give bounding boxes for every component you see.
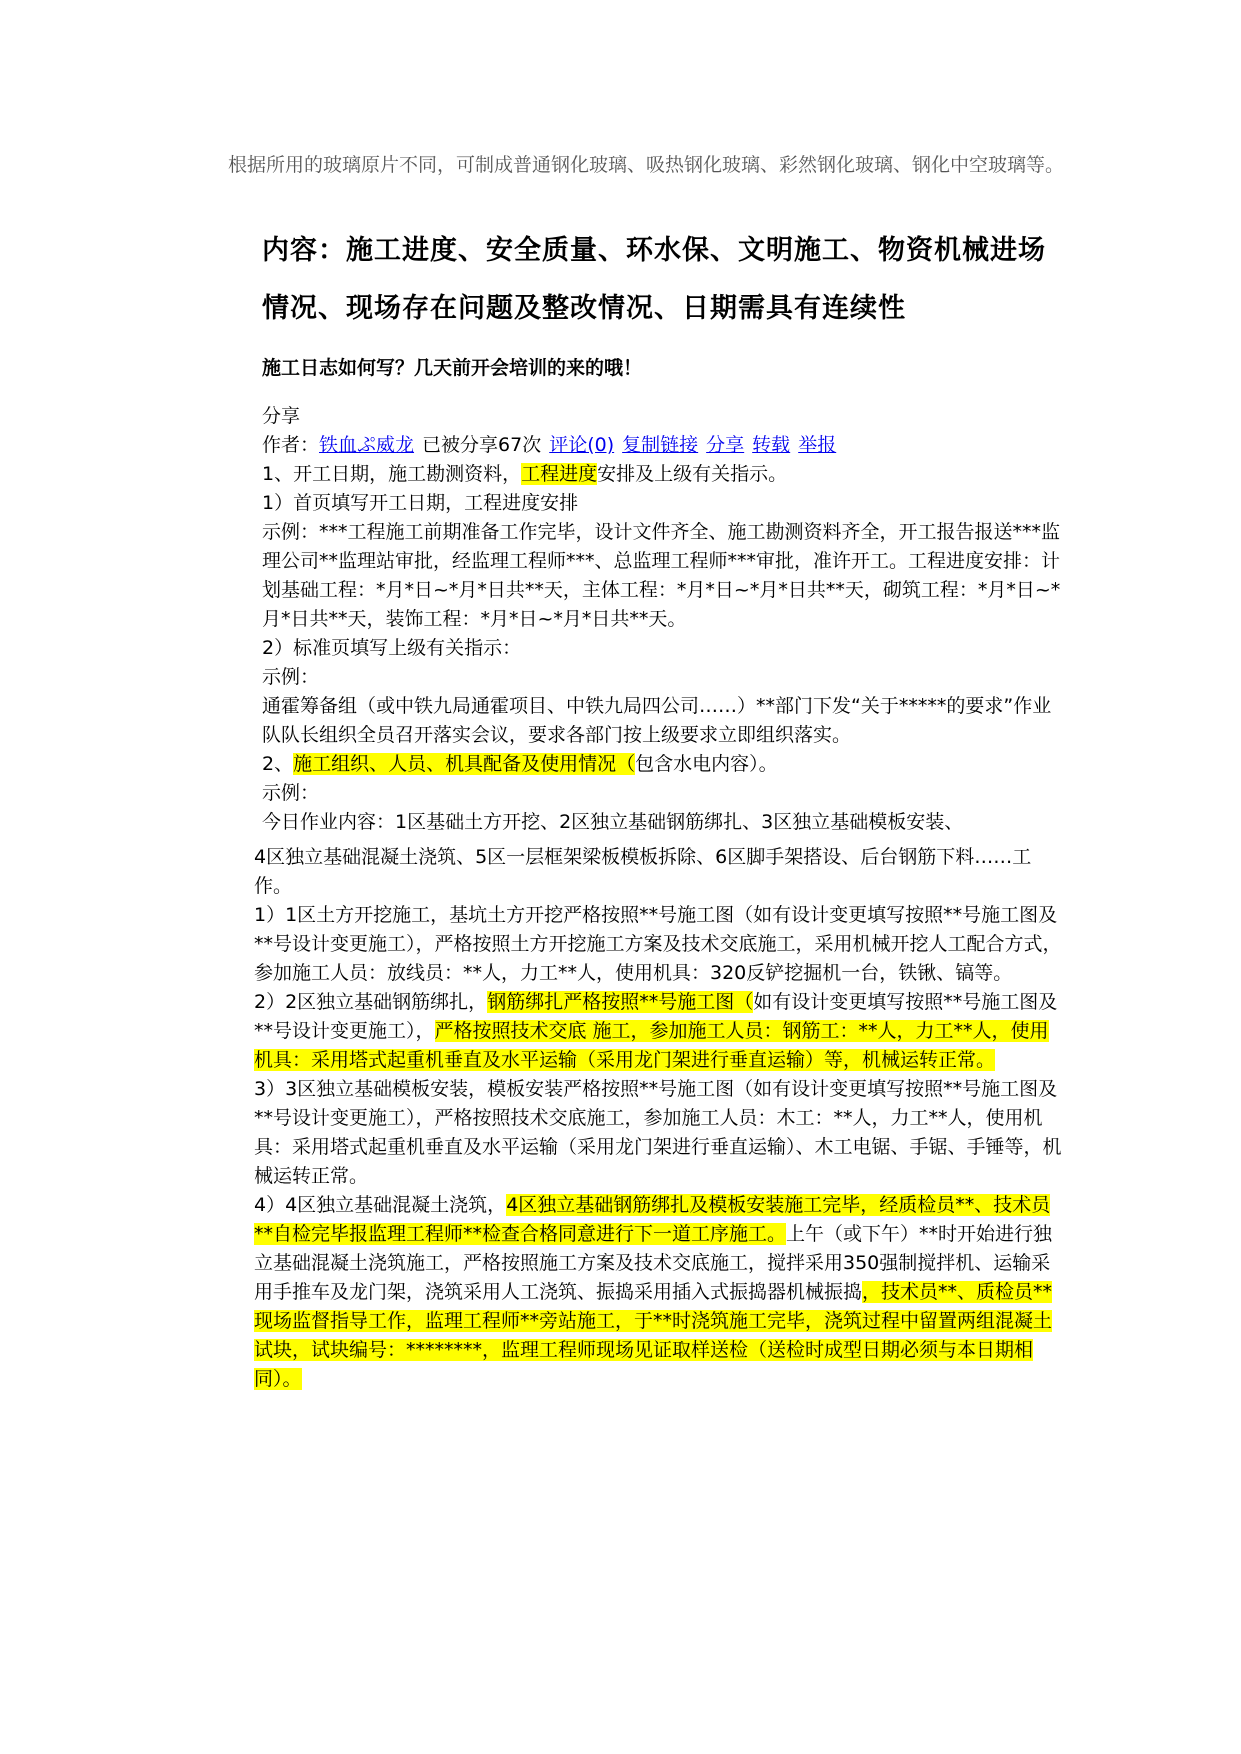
item-2-text-end: 包含水电内容）。 [635, 753, 778, 775]
content-heading: 内容：施工进度、安全质量、环水保、文明施工、物资机械进场情况、现场存在问题及整改情况、日期需具有连续性 [262, 235, 1046, 324]
example-label-2: 示例： [262, 782, 320, 804]
item-1-1-example: 示例：***工程施工前期准备工作完毕，设计文件齐全、施工勘测资料齐全，开工报告报送***监理公司**监理站审批，经监理工程师***、总监理工程师***审批，准许开工。工程进度安排：计划基础工程：*月*日~*月*日共**天，主体工程：*月*日~*月*日共**天，砌筑工程：*月*日~*月*日共**天，装饰工程：*月*日~*月*日共**天。 [262, 521, 1061, 630]
paragraph-1: 1）1区土方开挖施工，基坑土方开挖严格按照**号施工图（如有设计变更填写按照**号施工图及**号设计变更施工），严格按照土方开挖施工方案及技术交底施工，采用机械开挖人工配合方式，参加施工人员：放线员：**人，力工**人，使用机具：320反铲挖掘机一台，铁锹、镐等。 [254, 904, 1062, 984]
share-label: 分享 [262, 405, 301, 427]
item-1-2-example: 通霍筹备组（或中铁九局通霍项目、中铁九局四公司……）**部门下发“关于*****的要求”作业队队长组织全员召开落实会议，要求各部门按上级要求立即组织落实。 [262, 695, 1052, 746]
paragraph-3: 3）3区独立基础模板安装，模板安装严格按照**号施工图（如有设计变更填写按照**号施工图及**号设计变更施工），严格按照技术交底施工，参加施工人员：木工：**人，力工**人，使用机具：采用塔式起重机垂直及水平运输（采用龙门架进行垂直运输）、木工电锯、手锯、手锤等，机械运转正常。 [254, 1078, 1062, 1187]
article-body [254, 402, 1062, 1394]
p4-text-a: 4）4区独立基础混凝土浇筑， [254, 1194, 507, 1216]
item-1 [262, 460, 1062, 489]
item-2 [262, 750, 1062, 779]
repost-link[interactable]: 转载 [752, 434, 791, 456]
share-link[interactable]: 分享 [706, 434, 745, 456]
copy-link-link[interactable]: 复制链接 [622, 434, 699, 456]
comment-link[interactable]: 评论(0) [549, 434, 615, 456]
p2-highlight-d: 严格按照技术交底 施工，参加施工人员：钢筋工：**人，力工**人，使用机具：采用塔式起重机垂直及水平运输（采用龙门架进行垂直运输）等，机械运转正常。 [254, 1020, 1049, 1071]
article-title: 施工日志如何写？几天前开会培训的来的哦！ [262, 357, 643, 379]
item-1-text-end: 安排及上级有关指示。 [597, 463, 788, 485]
share-count: 已被分享67次 [422, 434, 542, 456]
author-line [262, 431, 1062, 460]
item-1-highlight: 工程进度 [521, 463, 598, 485]
report-link[interactable]: 举报 [798, 434, 837, 456]
p4-highlight-b: 4区独立基础钢筋绑扎及模板安装施工完毕，经质检员**、技术员**自检完毕报监理工程师**检查合格同意进行下一道工序施工。 [254, 1194, 1051, 1245]
p2-highlight-b: 钢筋绑扎严格按照**号施工图（ [487, 991, 754, 1013]
work-details [254, 843, 1062, 1394]
author-link[interactable]: 铁血ぷ威龙 [319, 434, 415, 456]
p4-text-c: 上午（或下午）**时开始进行独立基础混凝土浇筑施工，严格按照施工方案及技术交底施工，搅拌采用350强制搅拌机、运输采用手推车及龙门架，浇筑采用人工浇筑、振捣采用插入式振捣器机械振捣 [254, 1223, 1053, 1303]
item-2-highlight: 施工组织、人员、机具配备及使用情况（ [293, 753, 636, 775]
author-prefix: 作者： [262, 434, 320, 456]
p4-highlight-d: ，技术员**、质检员**现场监督指导工作，监理工程师**旁站施工，于**时浇筑施工完毕，浇筑过程中留置两组混凝土试块，试块编号：********，监理工程师现场见证取样送检（送检时成型日期必须与本日期相同）。 [254, 1281, 1053, 1390]
item-1-1: 1）首页填写开工日期，工程进度安排 [262, 492, 579, 514]
example-label: 示例： [262, 666, 320, 688]
item-1-2: 2）标准页填写上级有关指示： [262, 637, 522, 659]
item-2-number: 2、 [262, 753, 294, 775]
p2-text-c: 如有设计变更填写按照**号施工图及**号设计变更施工）， [254, 991, 1058, 1042]
paragraph-4 [254, 1191, 1062, 1394]
item-1-text: 1、开工日期，施工勘测资料， [262, 463, 522, 485]
today-work-line-2: 4区独立基础混凝土浇筑、5区一层框架梁板模板拆除、6区脚手架搭设、后台钢筋下料……工作。 [254, 846, 1032, 897]
intro-paragraph [190, 150, 1070, 181]
today-work-line-1: 今日作业内容：1区基础土方开挖、2区独立基础钢筋绑扎、3区独立基础模板安装、 [262, 811, 964, 833]
p2-text-a: 2）2区独立基础钢筋绑扎， [254, 991, 488, 1013]
intro-text: 根据所用的玻璃原片不同，可制成普通钢化玻璃、吸热钢化玻璃、彩然钢化玻璃、钢化中空玻璃等。 [228, 154, 1065, 176]
paragraph-2 [254, 988, 1062, 1075]
